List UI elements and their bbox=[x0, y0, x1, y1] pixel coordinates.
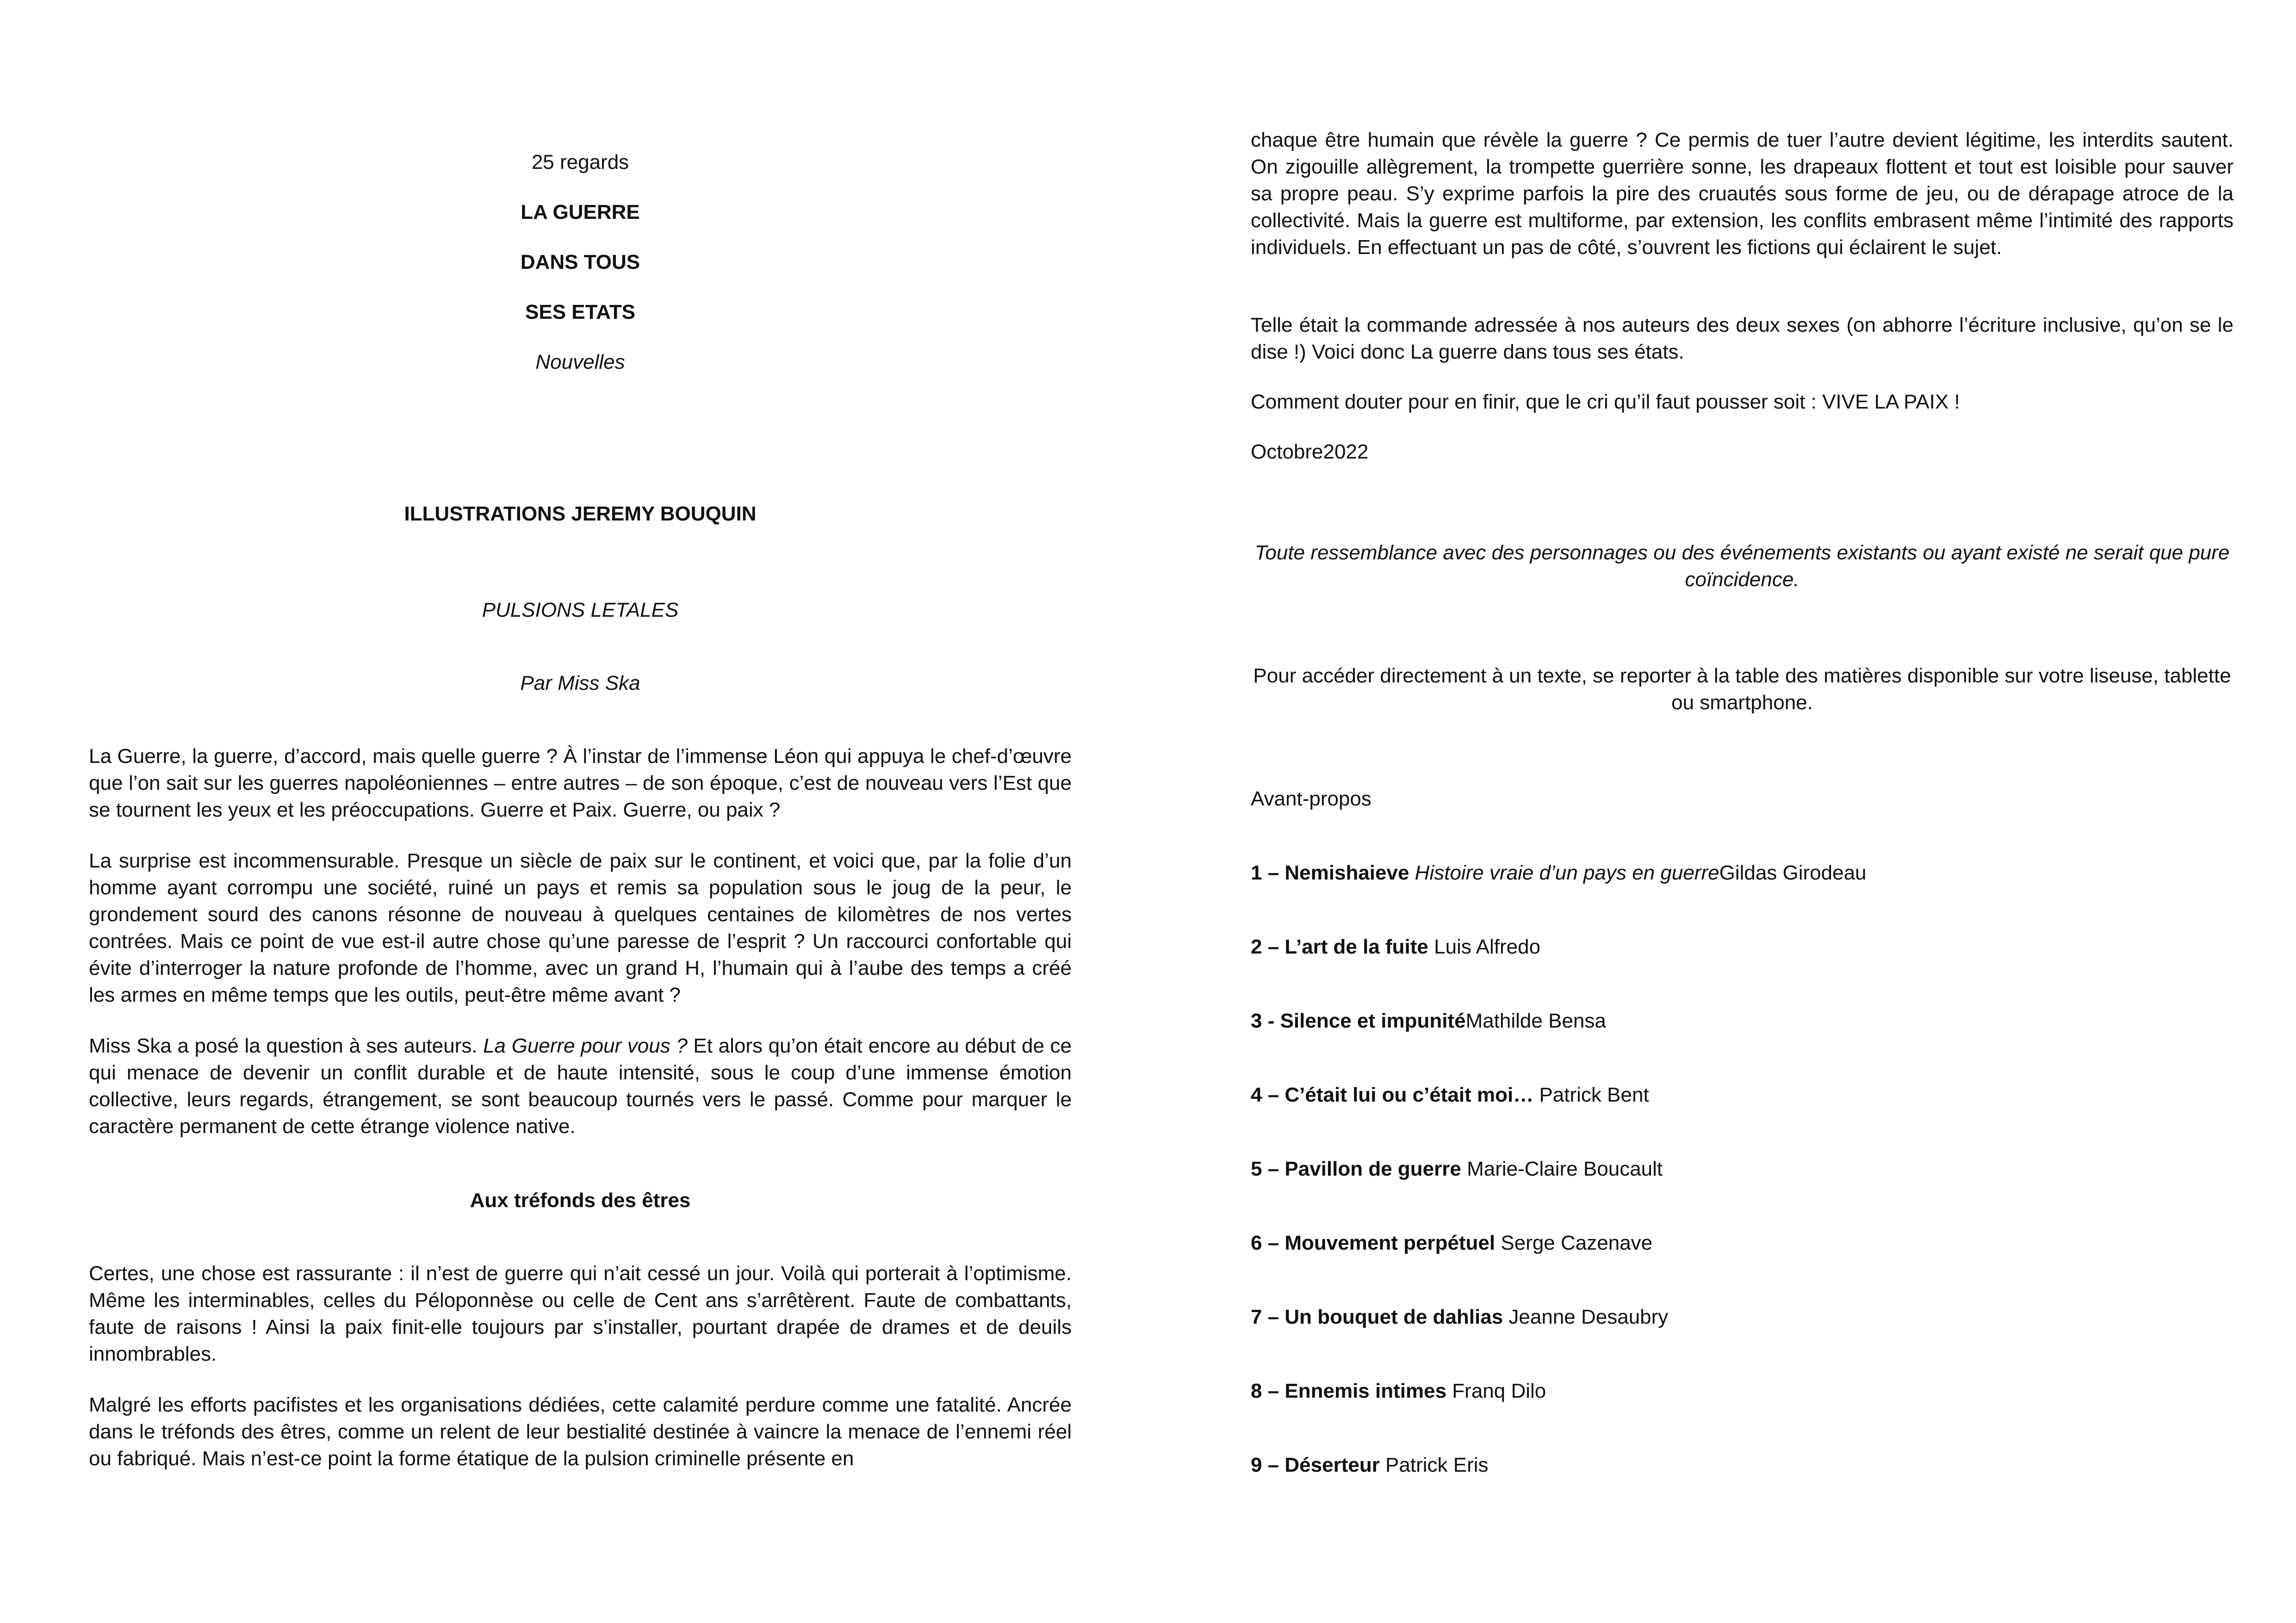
toc-entry-author: Gildas Girodeau bbox=[1719, 861, 1867, 884]
book-title-line-3: SES ETATS bbox=[525, 301, 635, 323]
section-heading: Aux tréfonds des êtres bbox=[470, 1189, 691, 1212]
toc-entry-title: 6 – Mouvement perpétuel bbox=[1251, 1232, 1496, 1254]
genre-label: Nouvelles bbox=[535, 351, 625, 373]
toc-entry-title: 9 – Déserteur bbox=[1251, 1454, 1380, 1476]
toc-entry[interactable] bbox=[1251, 1452, 2234, 1479]
commission-paragraph: Telle était la commande adressée à nos auteurs des deux sexes (on abhorre l’écriture inclusive, qu’on se le dise !) Voici donc La guerre dans tous ses états. bbox=[1251, 314, 2234, 363]
right-column bbox=[1251, 0, 2234, 1623]
toc-entry[interactable] bbox=[1251, 1156, 2234, 1183]
toc-entry[interactable] bbox=[1251, 934, 2234, 960]
preface-paragraph-5: Malgré les efforts pacifistes et les organisations dédiées, cette calamité perdure comme une fatalité. Ancrée dans le tréfonds des êtres, comme un relent de leur bestialité destinée à vaincre la menace de l’ennemi réel ou fabriqué. Mais n’est-ce point la forme étatique de la pulsion criminelle présente en bbox=[89, 1394, 1072, 1470]
toc-entry[interactable] bbox=[1251, 1082, 2234, 1109]
left-column bbox=[89, 0, 1072, 1623]
paragraph-3-question: La Guerre pour vous ? bbox=[483, 1035, 688, 1057]
access-note: Pour accéder directement à un texte, se reporter à la table des matières disponible sur votre liseuse, tablette ou smartphone. bbox=[1253, 664, 2231, 714]
toc-entry[interactable] bbox=[1251, 1008, 2234, 1035]
paragraph-3-start: Miss Ska a posé la question à ses auteurs. bbox=[89, 1035, 484, 1057]
toc-entry-title: 3 - Silence et impunité bbox=[1251, 1010, 1466, 1032]
book-title-line-2: DANS TOUS bbox=[520, 251, 640, 273]
toc-entry[interactable] bbox=[1251, 1378, 2234, 1405]
book-title-line-1: LA GUERRE bbox=[521, 201, 640, 223]
preface-paragraph-1: La Guerre, la guerre, d’accord, mais quelle guerre ? À l’instar de l’immense Léon qui appuya le chef-d’œuvre que l’on sait sur les guerres napoléoniennes – entre autres – de son époque, c’est de nouveau vers l’Est que se tournent les yeux et les préoccupations. Guerre et Paix. Guerre, ou paix ? bbox=[89, 745, 1072, 821]
toc-entry-subtitle: Histoire vraie d’un pays en guerre bbox=[1409, 861, 1719, 884]
toc-entry-title: 2 – L’art de la fuite bbox=[1251, 935, 1428, 958]
preface-paragraph-4: Certes, une chose est rassurante : il n’est de guerre qui n’ait cessé un jour. Voilà qui porterait à l’optimisme. Même les interminables, celles du Péloponnèse ou celle de Cent ans s’arrêtèrent. Faute de combattants, faute de raisons ! Ainsi la paix finit-elle toujours par s’installer, pourtant drapée de drames et de deuils innombrables. bbox=[89, 1262, 1072, 1365]
toc-entry[interactable] bbox=[1251, 1230, 2234, 1257]
toc-entry-author: Patrick Bent bbox=[1533, 1084, 1649, 1106]
toc-entry-author: Serge Cazenave bbox=[1495, 1232, 1653, 1254]
preface-continuation-paragraph: chaque être humain que révèle la guerre ? Ce permis de tuer l’autre devient légitime, les interdits sautent. On zigouille allègrement, la trompette guerrière sonne, les drapeaux flottent et tout est loisible pour sauver sa propre peau. S’y exprime parfois la pire des cruautés sous forme de jeu, ou de dérapage atroce de la collectivité. Mais la guerre est multiforme, par extension, les conflits embrasent même l’intimité des rapports individuels. En effectuant un pas de côté, s’ouvrent les fictions qui éclairent le sujet. bbox=[1251, 129, 2234, 259]
toc-entry-author: Luis Alfredo bbox=[1428, 935, 1541, 958]
toc-entry-author: Marie-Claire Boucault bbox=[1461, 1158, 1663, 1180]
closing-paragraph: Comment douter pour en finir, que le cri qu’il faut pousser soit : VIVE LA PAIX ! bbox=[1251, 390, 1960, 413]
preface-paragraph-2: La surprise est incommensurable. Presque un siècle de paix sur le continent, et voici que, par la folie d’un homme ayant corrompu une société, ruiné un pays et remis sa population sous le joug de la peur, le grondement sourd des canons résonne de nouveau à quelques centaines de kilomètres de nos vertes contrées. Mais ce point de vue est-il autre chose qu’une paresse de l’esprit ? Un raccourci confortable qui évite d’interroger la nature profonde de l’homme, avec un grand H, l’humain qui à l’aube des temps a créé les armes en même temps que les outils, peut-être même avant ? bbox=[89, 849, 1072, 1006]
toc-entry-author: Franq Dilo bbox=[1446, 1380, 1546, 1402]
toc-entry-title: 7 – Un bouquet de dahlias bbox=[1251, 1306, 1503, 1328]
toc-entry-author: Mathilde Bensa bbox=[1465, 1010, 1606, 1032]
preface-title: PULSIONS LETALES bbox=[482, 599, 679, 621]
toc-entry-title: 4 – C’était lui ou c’était moi… bbox=[1251, 1084, 1534, 1106]
paragraph-3-end: Et alors qu’on était encore au début de ce qui menace de devenir un conflit durable et de haute intensité, sous le coup d’une immense émotion collective, leurs regards, étrangement, se sont beaucoup tournés vers le passé. Comme pour marquer le caractère permanent de cette étrange violence native. bbox=[89, 1035, 1072, 1138]
toc-entry-title: 8 – Ennemis intimes bbox=[1251, 1380, 1447, 1402]
toc-entry[interactable] bbox=[1251, 860, 2234, 886]
toc-entry-author: Patrick Eris bbox=[1379, 1454, 1489, 1476]
toc-entry[interactable] bbox=[1251, 1304, 2234, 1331]
preface-paragraph-3 bbox=[89, 1033, 1072, 1140]
toc-avant-propos[interactable]: Avant-propos bbox=[1251, 787, 1371, 810]
toc-entry-title: 1 – Nemishaieve bbox=[1251, 861, 1409, 884]
illustrations-credit: ILLUSTRATIONS JEREMY BOUQUIN bbox=[404, 502, 757, 525]
disclaimer: Toute ressemblance avec des personnages ou des événements existants ou ayant existé ne serait que pure coïncidence. bbox=[1254, 541, 2230, 591]
preface-date: Octobre2022 bbox=[1251, 440, 1369, 463]
toc-entry-author: Jeanne Desaubry bbox=[1503, 1306, 1669, 1328]
right-page bbox=[1148, 0, 2296, 1623]
preface-author: Par Miss Ska bbox=[520, 672, 640, 694]
toc-entry-title: 5 – Pavillon de guerre bbox=[1251, 1158, 1461, 1180]
series-label: 25 regards bbox=[531, 151, 629, 173]
